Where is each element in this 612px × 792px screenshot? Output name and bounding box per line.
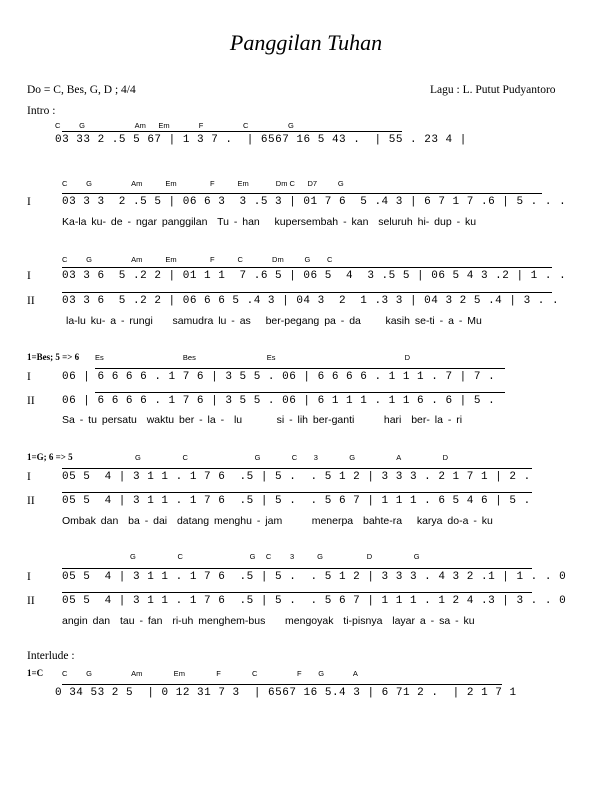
intro-chords: C G Am Em F C G bbox=[55, 121, 294, 130]
beam-line bbox=[62, 684, 502, 685]
beam-line bbox=[62, 131, 402, 132]
beam-line bbox=[62, 592, 532, 593]
intro-label: Intro : bbox=[27, 105, 56, 117]
system-5-lyrics: angin dan tau - fan ri-uh menghem-bus mengoyak ti-pisnya layar a - sa - ku bbox=[62, 615, 475, 627]
interlude-notes: 0 34 53 2 5 | 0 12 31 7 3 | 6567 16 5.4 3 | 6 71 2 . | 2 1 7 1 bbox=[55, 687, 517, 699]
system-3-voice-2-label: II bbox=[27, 395, 35, 407]
system-5-voice-2-notes: 05 5 4 | 3 1 1 . 1 7 6 .5 | 5 . . 5 6 7 | 1 1 1 . 1 2 4 .3 | 3 . . 0 bbox=[62, 595, 567, 607]
system-3-voice-2-notes: 06 | 6 6 6 6 . 1 7 6 | 3 5 5 . 06 | 6 1 1 1 . 1 1 6 . 6 | 5 . bbox=[62, 395, 496, 407]
beam-line bbox=[62, 267, 552, 268]
system-1-chords: C G Am Em F Em Dm C D7 G bbox=[62, 179, 344, 188]
key-signature: Do = C, Bes, G, D ; 4/4 bbox=[27, 84, 136, 96]
system-2-voice-1-label: I bbox=[27, 270, 31, 282]
beam-line bbox=[62, 568, 532, 569]
system-2-voice-1-notes: 03 3 6 5 .2 2 | 01 1 1 7 .6 5 | 06 5 4 3 .5 5 | 06 5 4 3 .2 | 1 . . bbox=[62, 270, 567, 282]
system-1-lyrics: Ka-la ku- de - ngar panggilan Tu - han kupersembah - kan seluruh hi- dup - ku bbox=[62, 216, 477, 228]
song-title: Panggilan Tuhan bbox=[229, 30, 383, 55]
beam-line bbox=[62, 193, 542, 194]
interlude-chords: C G Am Em F C F G A bbox=[62, 669, 358, 678]
system-5-chords: G C G C 3 G D G bbox=[130, 552, 420, 561]
beam-line bbox=[62, 492, 532, 493]
system-3-lyrics: Sa - tu persatu waktu ber - la - lu si - lih ber-ganti hari ber- la - ri bbox=[62, 414, 463, 426]
system-5-voice-1-notes: 05 5 4 | 3 1 1 . 1 7 6 .5 | 5 . . 5 1 2 | 3 3 3 . 4 3 2 .1 | 1 . . 0 bbox=[62, 571, 567, 583]
beam-line bbox=[95, 392, 505, 393]
system-4-voice-1-label: I bbox=[27, 471, 31, 483]
beam-line bbox=[62, 468, 532, 469]
system-3-transpose: 1=Bes; 5 => 6 bbox=[27, 352, 80, 362]
intro-notes: 03 33 2 .5 5 67 | 1 3 7 . | 6567 16 5 43 . | 55 . 23 4 | bbox=[55, 134, 467, 146]
system-1-voice-label: I bbox=[27, 196, 31, 208]
system-2-voice-2-notes: 03 3 6 5 .2 2 | 06 6 6 5 .4 3 | 04 3 2 1 .3 3 | 04 3 2 5 .4 | 3 . . bbox=[62, 295, 560, 307]
system-4-chords: G C G C 3 G A D bbox=[135, 453, 448, 462]
system-4-transpose: 1=G; 6 => 5 bbox=[27, 452, 73, 462]
system-1-notes: 03 3 3 2 .5 5 | 06 6 3 3 .5 3 | 01 7 6 5 .4 3 | 6 7 1 7 .6 | 5 . . . bbox=[62, 196, 567, 208]
system-4-voice-2-notes: 05 5 4 | 3 1 1 . 1 7 6 .5 | 5 . . 5 6 7 | 1 1 1 . 6 5 4 6 | 5 . bbox=[62, 495, 531, 507]
system-4-voice-1-notes: 05 5 4 | 3 1 1 . 1 7 6 .5 | 5 . . 5 1 2 | 3 3 3 . 2 1 7 1 | 2 . bbox=[62, 471, 531, 483]
system-2-lyrics: la-lu ku- a - rungi samudra lu - as ber-pegang pa - da kasih se-ti - a - Mu bbox=[66, 315, 482, 327]
system-3-voice-1-notes: 06 | 6 6 6 6 . 1 7 6 | 3 5 5 . 06 | 6 6 6 6 . 1 1 1 . 7 | 7 . bbox=[62, 371, 496, 383]
interlude-label: Interlude : bbox=[27, 650, 75, 662]
system-2-chords: C G Am Em F C Dm G C bbox=[62, 255, 333, 264]
system-5-voice-2-label: II bbox=[27, 595, 35, 607]
interlude-transpose: 1=C bbox=[27, 668, 44, 678]
system-3-chords: Es Bes Es D bbox=[95, 353, 411, 362]
beam-line bbox=[62, 292, 552, 293]
beam-line bbox=[95, 368, 505, 369]
system-4-voice-2-label: II bbox=[27, 495, 35, 507]
system-2-voice-2-label: II bbox=[27, 295, 35, 307]
composer: Lagu : L. Putut Pudyantoro bbox=[430, 84, 556, 96]
system-3-voice-1-label: I bbox=[27, 371, 31, 383]
system-4-lyrics: Ombak dan ba - dai datang menghu - jam menerpa bahte-ra karya do-a - ku bbox=[62, 515, 493, 527]
system-5-voice-1-label: I bbox=[27, 571, 31, 583]
